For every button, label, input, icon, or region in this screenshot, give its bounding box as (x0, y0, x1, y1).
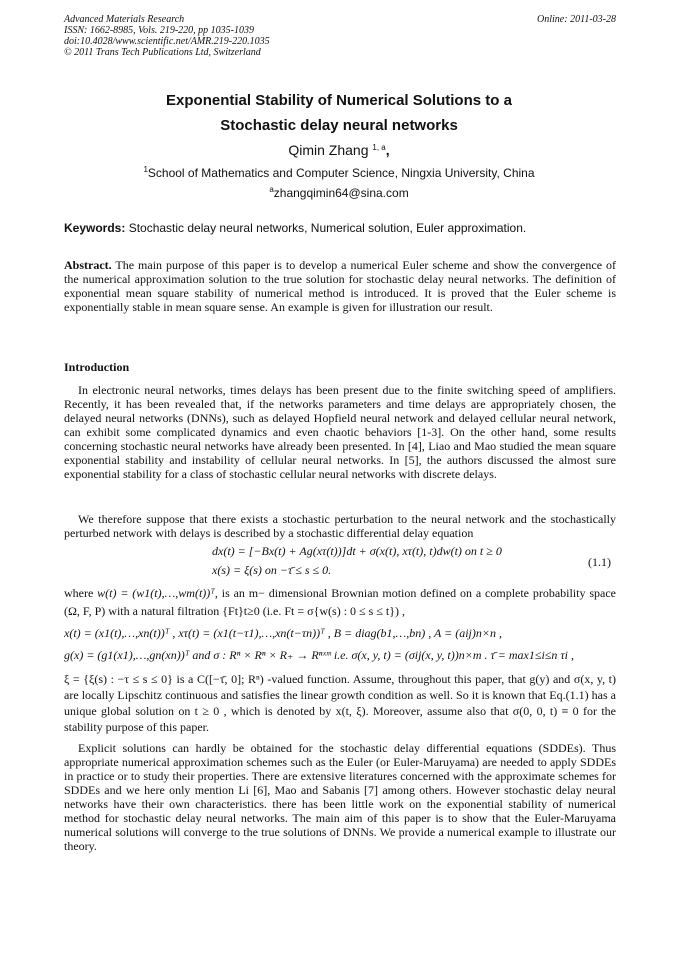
author-line (0, 142, 678, 158)
intro-paragraph-3 (64, 584, 616, 620)
copyright-line: © 2011 Trans Tech Publications Ltd, Switzerland (64, 47, 261, 58)
abstract-label: Abstract. (64, 258, 112, 272)
affiliation-sup: 1 (143, 165, 148, 174)
keywords-label: Keywords: (64, 221, 126, 235)
keywords (64, 221, 616, 235)
issn-line: ISSN: 1662-8985, Vols. 219-220, pp 1035-1039 (64, 25, 254, 36)
equation-number: (1.1) (588, 555, 611, 569)
journal-name: Advanced Materials Research (64, 14, 185, 25)
email-link[interactable]: zhangqimin64@sina.com (273, 186, 409, 200)
email-line (0, 186, 678, 200)
paper-title-line-2: Stochastic delay neural networks (220, 117, 458, 134)
author-sup: 1, a (372, 143, 386, 152)
online-date: Online: 2011-03-28 (537, 14, 616, 25)
affiliation (0, 166, 678, 180)
equation-line-1: dx(t) = [−Bx(t) + Ag(xτ(t))]dt + σ(x(t), xτ(t), t)dw(t) on t ≥ 0 (212, 544, 502, 558)
email-sup: a (269, 185, 274, 194)
brownian-description: , is an m− dimensional Brownian motion defined on a complete probability space (Ω, F, P) with a natural filtration {Ft}t≥0 (i.e. Ft = σ{w(s) : 0 ≤ s ≤ t}) , (64, 586, 616, 618)
intro-paragraph-1: In electronic neural networks, times delays has been present due to the finite switching speed of amplifiers. Recently, it has been revealed that, if the networks parameters and time delays are appropriately chosen, the delayed neural networks (DNNs), such as delayed Hopfield neural network and delayed cellular neural network, can exhibit some complicated dynamics and even chaotic behaviors [1-3]. On the other hand, some results concerning stochastic neural networks have already been presented. In [4], Liao and Mao studied the mean square exponential stability and instability of cellular neural networks. In [5], the authors discussed the almost sure exponential stability for a class of stochastic cellular neural networks with discrete delays. (64, 383, 616, 481)
brownian-vector: w(t) = (w1(t),…,wm(t))ᵀ (97, 586, 215, 600)
doi-line: doi:10.4028/www.scientific.net/AMR.219-220.1035 (64, 36, 270, 47)
where-word: where (64, 586, 94, 600)
author-name: Qimin Zhang (288, 142, 369, 158)
definitions-line-1: x(t) = (x1(t),…,xn(t))ᵀ , xτ(t) = (x1(t−τ1),…,xn(t−τn))ᵀ , B = diag(b1,…,bn) , A = (aij)n×n , (64, 626, 502, 640)
keywords-text: Stochastic delay neural networks, Numerical solution, Euler approximation. (125, 221, 527, 235)
intro-paragraph-2: We therefore suppose that there exists a stochastic perturbation to the neural network and the stochastically perturbed network with delays is described by a stochastic differential delay equation (64, 512, 616, 540)
intro-paragraph-last: Explicit solutions can hardly be obtained for the stochastic delay differential equations (SDDEs). Thus appropriate numerical approximation schemes such as the Euler (or Euler-Maruyama) are needed to apply SDDEs in practice or to study their properties. There are extensive literatures concerned with the approximate schemes for SDDEs and we here only mention Li [6], Mao and Sabanis [7] among others. However stochastic delay neural networks have their own characteristics. there has been little work on the exponential stability of numerical method for stochastic delay neural networks. The main aim of this paper is to show that the Euler-Maruyama numerical solutions will converge to the true solutions of DNNs. We provide a numerical example to illustrate our theory. (64, 741, 616, 853)
paper-title-line-1: Exponential Stability of Numerical Solutions to a (166, 92, 512, 109)
definitions-line-2: g(x) = (g1(x1),…,gn(xn))ᵀ and σ : Rⁿ × Rⁿ × R₊ → Rⁿˣᵐ i.e. σ(x, y, t) = (σij(x, y, t))n×m . τ̄ = max1≤i≤n τi , (64, 648, 575, 662)
author-comma: , (385, 142, 390, 158)
abstract (64, 258, 616, 314)
abstract-text: The main purpose of this paper is to develop a numerical Euler scheme and show the convergence of the numerical approximation solution to the true solution for stochastic delay neural networks. The definition of exponential mean square stability of numerical method is introduced. It is proved that the Euler scheme is exponentially stable in mean square sense. An example is given for illustration our result. (64, 258, 616, 314)
affiliation-text: School of Mathematics and Computer Science, Ningxia University, China (147, 166, 535, 180)
section-heading-introduction: Introduction (64, 360, 130, 374)
equation-line-2: x(s) = ξ(s) on −τ̄ ≤ s ≤ 0. (212, 563, 332, 577)
intro-paragraph-assumptions: ξ = {ξ(s) : −τ ≤ s ≤ 0} is a C([−τ̄, 0]; Rⁿ) -valued function. Assume, throughout this paper, that g(y) and σ(x, y, t) are locally Lipschitz continuous and satisfies the linear growth condition as well. So it is known that Eq.(1.1) has a unique global solution on t ≥ 0 , which is denoted by x(t, ξ). Moreover, assume also that σ(0, 0, t) ≡ 0 for the stability purpose of this paper. (64, 672, 616, 734)
journal-header (64, 14, 616, 58)
